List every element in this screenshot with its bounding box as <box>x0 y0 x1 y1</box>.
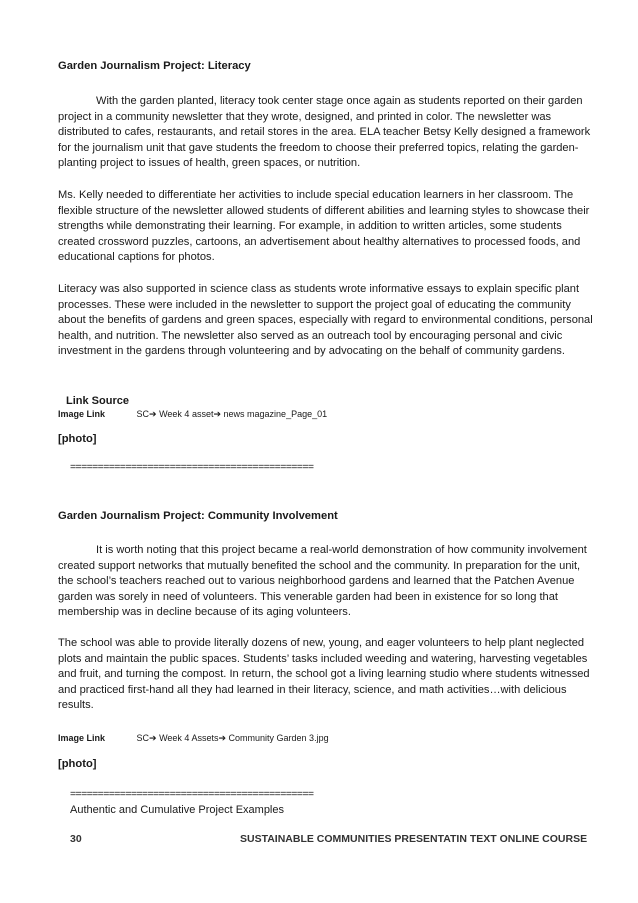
link-source <box>66 391 129 409</box>
page-number: 30 <box>70 833 82 845</box>
section-community <box>58 508 598 524</box>
link-source-label: Link Source <box>66 395 129 407</box>
image-link-path-part: Week 4 asset <box>159 409 214 419</box>
image-link-row <box>58 732 329 744</box>
image-link-path-part: SC <box>136 733 150 743</box>
paragraph-text: With the garden planted, literacy took center stage once again as students reported on their garden project in a community newsletter that they wrote, designed, and printed in color. The newsletter was distributed to cafes, restaurants, and retail stores in the area. ELA teacher Betsy Kelly designed a framework for the journalism unit that gave students the freedom to choose their preferred topics, relating the garden-planting project to issues of health, green spaces, or nutrition. <box>58 95 591 170</box>
right-arrow-icon: ➔ <box>149 733 157 743</box>
image-link-path-part: Community Garden 3.jpg <box>228 733 329 743</box>
right-arrow-icon: ➔ <box>149 409 157 419</box>
image-link-path-part: news magazine_Page_01 <box>223 409 328 419</box>
paragraph-text: The school was able to provide literally dozens of new, young, and eager volunteers to help plant neglected plots and maintain the public spaces. Students’ tasks included weeding and watering, harvesting vegetables and fruit, and turning the compost. In return, the school got a living learning studio where students witnessed and practiced first-hand all they had learned in their literacy, science, and math activities…with delicious results. <box>58 637 590 712</box>
image-link-label: Image Link <box>58 733 106 743</box>
paragraph <box>58 94 598 172</box>
image-link-path-part: SC <box>136 409 150 419</box>
photo-placeholder: [photo] <box>58 758 97 770</box>
paragraph <box>58 543 598 621</box>
course-title: SUSTAINABLE COMMUNITIES PRESENTATIN TEXT ONLINE COURSE <box>240 833 588 845</box>
separator-line: ============================================ <box>70 461 314 473</box>
photo-placeholder: [photo] <box>58 433 97 445</box>
paragraph-text: Ms. Kelly needed to differentiate her activities to include special education learners in her classroom. The flexible structure of the newsletter allowed students of different abilities and learning styles to showcase their strengths while demonstrating their learning. For example, in addition to written articles, some students created crossword puzzles, cartoons, an advertisement about healthy alternatives to processed foods, and educational captions for photos. <box>58 189 590 264</box>
paragraph <box>58 188 598 266</box>
right-arrow-icon: ➔ <box>218 733 227 743</box>
section-literacy <box>58 58 598 74</box>
paragraph <box>58 282 598 360</box>
section-heading: Garden Journalism Project: Literacy <box>58 60 251 72</box>
image-link-row <box>58 408 327 420</box>
right-arrow-icon: ➔ <box>213 409 222 419</box>
paragraph-text: Literacy was also supported in science class as students wrote informative essays to explain specific plant processes. These were included in the newsletter to support the project goal of educating the community about the benefits of gardens and green spaces, especially with regard to environmental conditions, personal health, and nutrition. The newsletter also served as an outreach tool by encouraging personal and civic investment in the gardens through volunteering and by advocating on the behalf of community gardens. <box>58 283 593 358</box>
image-link-path-part: Week 4 Assets <box>159 733 219 743</box>
section-heading: Garden Journalism Project: Community Involvement <box>58 510 338 522</box>
separator-line: ============================================ <box>70 788 314 800</box>
paragraph <box>58 636 598 714</box>
image-link-label: Image Link <box>58 409 106 419</box>
paragraph-text: It is worth noting that this project became a real-world demonstration of how community involvement created support networks that mutually benefited the school and the community. In preparation for the unit, the school’s teachers reached out to various neighborhood gardens and learned that the Patchen Avenue garden was sorely in need of volunteers. This venerable garden had been in existence for so long that membership was in decline because of its aging volunteers. <box>58 544 587 619</box>
next-section-heading: Authentic and Cumulative Project Examples <box>70 804 284 816</box>
